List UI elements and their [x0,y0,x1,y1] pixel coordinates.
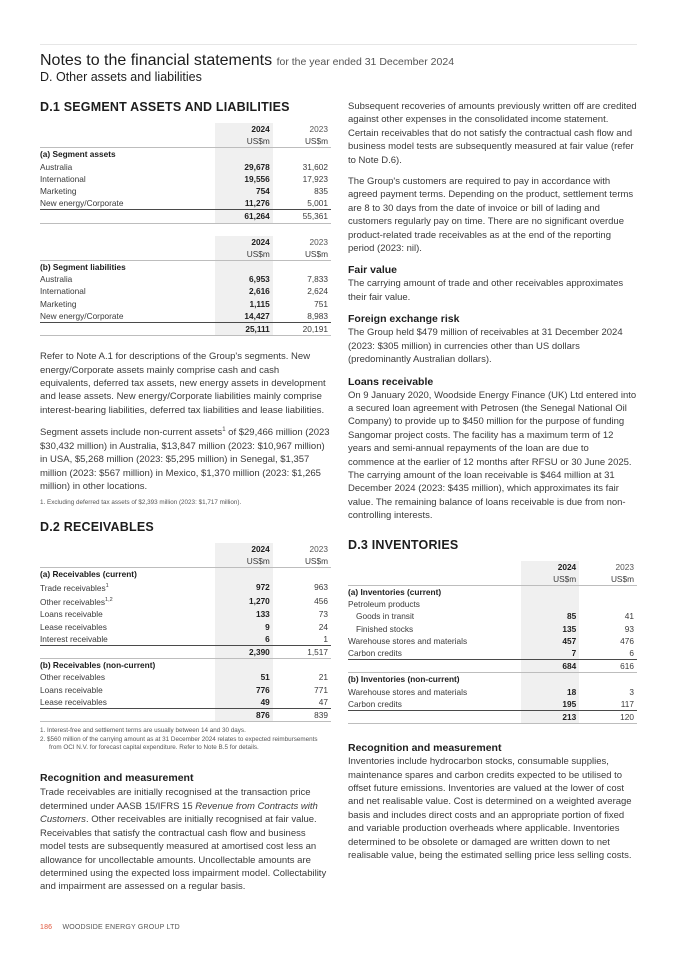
row-label [40,594,215,608]
unit-row [40,555,331,568]
inventories-table [348,561,637,725]
value-2023: 1 [273,633,331,646]
total-2024: 876 [215,709,273,722]
company-name: WOODSIDE ENERGY GROUP LTD [62,924,180,931]
inventory-recognition-paragraph: Inventories include hydrocarbon stocks, consumable supplies, maintenance spares and carbon credits expected to be utilised to offset future emissions. Inventories are valued at the lower of cost and net realisable value. Cost is determined on a weighted average basis and includes direct costs and an appropriate portion of fixed and variable production overheads where applicable. Inventories determined to be obsolete or damaged are written down to net realisable value, being the estimated selling price less selling costs. [348,756,632,862]
receivables-table [40,543,331,722]
row-label-text: Trade receivables [40,583,106,594]
page-title [40,52,454,70]
value-2023: 47 [273,696,331,709]
right-column [348,100,637,862]
para-text: Segment assets include non-current assets [40,427,223,439]
year-2023-header: 2023 [615,561,634,572]
footnote-marker: 1 [222,427,226,434]
page-footer [40,924,180,931]
total-row [348,711,637,724]
value-2024: 754 [215,185,273,197]
value-2024: 457 [521,635,579,647]
recognition-heading: Recognition and measurement [40,772,194,785]
value-2023: 835 [314,186,328,197]
total-2024: 213 [521,711,579,724]
table-row [40,161,331,173]
table-header-row [348,561,637,573]
row-label: Goods in transit [356,611,415,622]
para-text: of $29,466 million (2023 $30,432 million) in Australia, $13,847 million (2023: $10,967 million) in USA, $5,268 million (2023: $5,295 million) in Senegal, $1,357 million (2023: $567 million) in Mexico, $1,370 million (2023: $1,265 million) in other locations. [40,427,330,493]
section-heading-d3: D.3 INVENTORIES [348,537,459,552]
section-heading-d1: D.1 SEGMENT ASSETS AND LIABILITIES [40,100,290,114]
recoveries-paragraph: Subsequent recoveries of amounts previously written off are credited against other expenses in the consolidated income statement. Certain receivables that do not satisfy the contractual cash flow and business model tests are subsequently measured at fair value (refer to Note D.6). [348,101,637,166]
value-2024: 11,276 [215,197,273,210]
value-2024: 49 [215,696,273,709]
row-label: International [40,173,86,184]
unit-row [348,573,637,586]
unit-2023: US$m [273,135,331,148]
value-2023: 21 [318,672,328,683]
table-header-row [40,543,331,555]
value-2024: 195 [521,698,579,711]
row-label: Lease receivables [40,621,107,632]
group-row [348,673,637,686]
page-title-suffix: for the year ended 31 December 2024 [276,56,455,68]
para-text: Trade receivables are initially recognised at the transaction price determined under AASB 15/IFRS 15 [40,787,311,812]
value-2023: 5,001 [273,197,331,210]
value-2024: 18 [521,686,579,698]
value-2023: 3 [629,686,634,697]
row-label: Interest receivable [40,633,215,646]
total-row [348,660,637,673]
row-label-text: Other receivables [40,597,106,608]
group-label: (b) Receivables (non-current) [40,660,156,671]
value-2023: 476 [620,635,634,646]
value-2023: 73 [318,609,328,620]
total-2023: 1,517 [273,646,331,659]
unit-2023: US$m [273,248,331,261]
value-2023: 31,602 [302,161,328,172]
inventory-recognition-heading: Recognition and measurement [348,742,502,755]
value-2023: 17,923 [302,173,328,184]
table-header-row [40,236,331,248]
row-label: Petroleum products [348,599,420,610]
row-label: Lease receivables [40,696,215,709]
value-2023: 751 [314,298,328,309]
row-label: Warehouse stores and materials [348,635,468,646]
table-row [40,684,331,696]
row-label: Finished stocks [356,623,414,634]
value-2023: 93 [624,623,634,634]
segment-assets-table [40,123,331,224]
value-2024: 135 [521,623,579,635]
total-2023: 120 [579,711,637,724]
unit-2024: US$m [215,248,273,261]
value-2024: 6,953 [215,273,273,285]
total-2023: 839 [273,709,331,722]
group-row [40,261,331,274]
value-2023: 456 [314,596,328,607]
unit-2024: US$m [215,555,273,568]
page-subtitle: D. Other assets and liabilities [40,70,202,84]
row-label: Warehouse stores and materials [348,686,468,697]
footnote: 2. $560 million of the carrying amount as at 31 December 2024 relates to expected reimbursements from OCI N.V. for forecast capital expenditure. Refer to Note B.5 for details. [40,735,318,752]
left-column [40,100,331,894]
payment-terms-paragraph: The Group's customers are required to pay in accordance with agreed payment terms. Depending on the product, settlement terms are 8 to 30 days from the date of invoice or bill of lading and customers regularly pay on time. There are no significant overdue product-related trade receivables as at the end of the reporting period (2023: nil). [348,176,634,255]
total-2024: 684 [521,660,579,673]
total-2024: 25,111 [215,323,273,336]
table-row [40,185,331,197]
table-row [348,610,637,622]
value-2024: 2,616 [215,285,273,297]
row-label: New energy/Corporate [40,310,215,323]
value-2024: 972 [215,580,273,594]
unit-2024: US$m [215,135,273,148]
value-2023: 771 [314,684,328,695]
value-2023: 24 [318,621,328,632]
row-label: Marketing [40,298,77,309]
group-label: (a) Segment assets [40,149,116,160]
value-2023: 8,983 [273,310,331,323]
table-row [40,594,331,608]
fx-risk-heading: Foreign exchange risk [348,313,460,326]
loans-heading: Loans receivable [348,375,434,388]
table-row [348,635,637,647]
table-row [40,580,331,594]
year-2024-header: 2024 [521,561,579,573]
page-title-text: Notes to the financial statements [40,52,273,69]
value-2023: 7,833 [307,274,328,285]
table-row [40,273,331,285]
table-row [40,608,331,620]
table-row [348,623,637,635]
row-label: International [40,286,86,297]
group-label: (a) Receivables (current) [40,569,137,580]
footnote-marker: 1,2 [105,597,113,604]
para-text: . Other receivables are initially recognised at fair value. Receivables that satisfy the contractual cash flow and business model tests are subsequently measured at amortised cost less an allowance for uncollectable amounts. Uncollectable amounts are determined using the expected loss impairment model. Collectability and impairment are assessed on a regular basis. [40,814,327,893]
table-row [40,310,331,323]
year-2024-header: 2024 [215,543,273,555]
header-rule [40,44,637,45]
segment-note-paragraph: Refer to Note A.1 for descriptions of the Group's segments. New energy/Corporate assets mainly comprise cash and cash equivalents, deferred tax assets, new energy assets in development and lease assets. New energy/Corporate liabilities mainly comprise interest-bearing liabilities, deferred tax liabilities and lease liabilities. [40,351,326,416]
table-row [348,698,637,711]
total-row [40,646,331,659]
unit-2023: US$m [273,555,331,568]
value-2024: 1,115 [215,298,273,310]
table-row [40,285,331,297]
year-2024-header: 2024 [215,123,273,135]
row-label: Australia [40,161,73,172]
para-italic: Revenue from Contracts with Customers [40,800,318,826]
fx-risk-paragraph: The Group held $479 million of receivables at 31 December 2024 (2023: $305 million) in currencies other than US dollars (predominantly Australian dollars). [348,327,623,366]
row-label [40,580,215,594]
row-label: Loans receivable [40,609,103,620]
value-2024: 133 [215,608,273,620]
total-row [40,323,331,336]
total-2023: 55,361 [273,210,331,223]
row-label: New energy/Corporate [40,197,215,210]
table-row [40,197,331,210]
value-2023: 6 [579,647,637,660]
value-2024: 14,427 [215,310,273,323]
value-2024: 7 [521,647,579,660]
section-heading-d2: D.2 RECEIVABLES [40,519,154,534]
value-2024: 6 [215,633,273,646]
group-row [348,585,637,598]
year-2023-header: 2023 [309,543,328,554]
group-row [40,148,331,161]
year-2023-header: 2023 [309,236,328,247]
table-row [40,173,331,185]
loans-paragraph: On 9 January 2020, Woodside Energy Finance (UK) Ltd entered into a secured loan agreement with Petrosen (the Senegal National Oil Company) to provide up to $450 million for the purpose of funding Sangomar project costs. The facility has a maximum term of 12 years and semi-annual repayments of the loan are due to commence at the earlier of 12 months after RFSU or 30 June 2025. The carrying amount of the loan receivable is $464 million at 31 December 2024 (2023: $435 million), which approximates its fair value. The remaining balance of loans receivable is due from non-controlling interests. [348,389,637,522]
value-2024: 1,270 [215,594,273,608]
table-row [348,686,637,698]
value-2024: 19,556 [215,173,273,185]
value-2023: 963 [314,582,328,593]
value-2024: 51 [215,671,273,683]
group-row [40,568,331,581]
page-number: 186 [40,924,53,931]
total-2024: 2,390 [215,646,273,659]
unit-row [40,135,331,148]
footnote-marker: 1 [105,583,109,590]
table-row [40,633,331,646]
group-label: (b) Segment liabilities [40,262,126,273]
value-2024: 85 [521,610,579,622]
table-row [348,598,637,610]
total-2024: 61,264 [215,210,273,223]
value-2024: 9 [215,621,273,633]
table-row [40,671,331,683]
row-label: Carbon credits [348,698,521,711]
segment-assets-paragraph [40,424,331,493]
group-row [40,659,331,672]
unit-2023: US$m [579,573,637,586]
recognition-paragraph [40,786,331,893]
unit-2024: US$m [521,573,579,586]
group-label: (a) Inventories (current) [348,586,442,597]
row-label: Australia [40,274,73,285]
table-row [40,696,331,709]
value-2023: 117 [579,698,637,711]
fair-value-paragraph: The carrying amount of trade and other receivables approximates their fair value. [348,278,624,303]
segment-liabilities-table [40,236,331,337]
year-2024-header: 2024 [215,236,273,248]
value-2024: 29,678 [215,161,273,173]
unit-row [40,248,331,261]
value-2024: 776 [215,684,273,696]
row-label: Marketing [40,186,77,197]
group-label: (b) Inventories (non-current) [348,674,460,685]
total-row [40,210,331,223]
total-row [40,709,331,722]
table-row [348,647,637,660]
row-label: Carbon credits [348,647,521,660]
year-2023-header: 2023 [309,124,328,134]
table-header-row [40,123,331,135]
value-2023: 41 [624,611,634,622]
total-2023: 616 [579,660,637,673]
value-2023: 2,624 [307,286,328,297]
footnote: 1. Interest-free and settlement terms are usually between 14 and 30 days. [40,727,246,735]
table-row [40,621,331,633]
fair-value-heading: Fair value [348,264,398,277]
row-label: Other receivables [40,672,106,683]
footnote: 1. Excluding deferred tax assets of $2,393 million (2023: $1,717 million). [40,499,242,507]
row-label: Loans receivable [40,684,103,695]
total-2023: 20,191 [273,323,331,336]
table-row [40,298,331,310]
